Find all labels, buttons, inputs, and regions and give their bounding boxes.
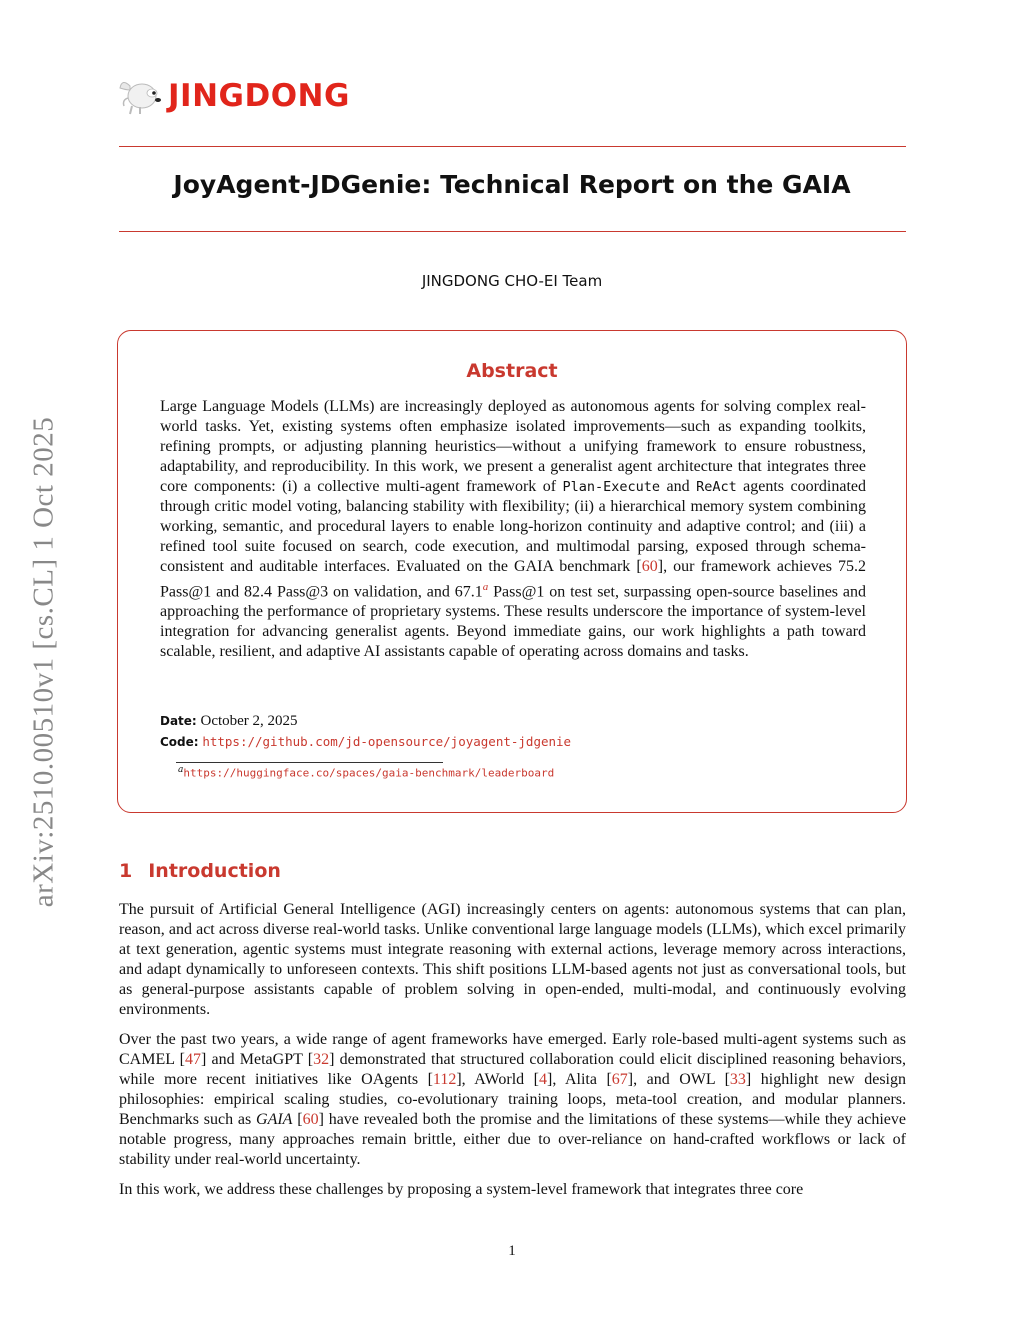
title-top-rule [119, 146, 906, 147]
abstract-heading: Abstract [466, 360, 558, 382]
code-react: ReAct [696, 479, 737, 495]
intro-paragraph-3: In this work, we address these challenges by proposing a system-level framework that integrates three core [119, 1181, 804, 1198]
citation-link[interactable]: 67 [611, 1071, 628, 1088]
page-number: 1 [508, 1243, 516, 1259]
code-plan-execute: Plan-Execute [562, 479, 661, 495]
intro-paragraph-1: The pursuit of Artificial General Intelligence (AGI) increasingly centers on agents: autonomous systems that can plan, reason, and act across diverse real-world tasks. Unlike conventional large language models (LLMs), which excel primarily at text generation, agentic systems must integrate reasoning with external actions, leverage memory across interactions, and adapt dynamically to unforeseen contexts. This shift positions LLM-based agents not just as conversational tools, but as general-purpose assistants capable of problem solving in open-ended, multi-modal, and continuously evolving environments. [119, 901, 906, 1018]
jingdong-logo [118, 76, 350, 116]
citation-link[interactable]: 60 [641, 558, 658, 575]
jd-dog-mascot-icon [118, 76, 164, 116]
paper-title: JoyAgent-JDGenie: Technical Report on the GAIA [173, 170, 851, 199]
code-label: Code: [160, 735, 199, 749]
date-line [160, 713, 298, 730]
citation-link[interactable]: 112 [432, 1071, 457, 1088]
citation-link[interactable]: 32 [313, 1051, 330, 1068]
code-line [160, 734, 571, 751]
citation-link[interactable]: 60 [302, 1111, 319, 1128]
code-repo-link[interactable]: https://github.com/jd-opensource/joyagent-jdgenie [202, 734, 572, 749]
footnote-mark: a [178, 765, 184, 775]
date-value: October 2, 2025 [200, 713, 298, 729]
citation-link[interactable]: 33 [729, 1071, 746, 1088]
footnote-marker[interactable]: a [482, 581, 489, 593]
intro-paragraph-2: Over the past two years, a wide range of agent frameworks have emerged. Early role-based multi-agent systems such as CAMEL [47] and MetaGPT [32] demonstrated that structured collaboration could elicit disciplined reasoning behaviors, while more recent initiatives like OAgents [112], AWorld [4], Alita [67], and OWL [33] highlight new design philosophies: empirical scaling studies, co-evolutionary training loops, meta-tool creation, and modular planners. Benchmarks such as GAIA [60] have revealed both the promise and the limitations of these systems—while they achieve notable progress, many approaches remain brittle, either due to over-reliance on hand-crafted workflows or lack of stability under real-world uncertainty. [119, 1031, 907, 1168]
date-label: Date: [160, 714, 197, 728]
abstract-box [117, 330, 907, 813]
gaia-benchmark-name: GAIA [256, 1111, 293, 1128]
logo-wordmark: JINGDONG [168, 78, 350, 114]
footnote [178, 765, 554, 780]
footnote-rule [176, 762, 443, 763]
section-title: Introduction [148, 860, 281, 882]
citation-link[interactable]: 4 [538, 1071, 547, 1088]
author-line: JINGDONG CHO-EI Team [421, 272, 603, 290]
title-bottom-rule [119, 231, 906, 232]
section-number: 1 [119, 860, 133, 882]
abstract-text: Large Language Models (LLMs) are increasingly deployed as autonomous agents for solving complex real-world tasks. Yet, existing systems often emphasize isolated improvements—such as expanding toolkits, refining prompts, or adjusting planning heuristics—without a unifying framework to ensure robustness, adaptability, and reproducibility. In this work, we present a generalist agent architecture that integrates three core components: (i) a collective multi-agent framework of Plan-Execute and ReAct agents coordinated through critic model voting, balancing stability with flexibility; (ii) a hierarchical memory system combining working, semantic, and procedural layers to enable long-horizon continuity and adaptive control; and (iii) a refined tool suite focused on search, code execution, and multimodal parsing, exposed through schema-consistent and auditable interfaces. Evaluated on the GAIA benchmark [60], our framework achieves 75.2 Pass@1 and 82.4 Pass@3 on validation, and 67.1$^a$ Pass@1 on test set, surpassing open-source baselines and approaching the performance of proprietary systems. These results underscore the importance of system-level integration for advancing generalist agents. Beyond immediate gains, our work highlights a path toward scalable, resilient, and adaptive AI assistants capable of operating across domains and tasks. [160, 398, 867, 661]
section-heading-introduction [119, 860, 281, 882]
citation-link[interactable]: 47 [184, 1051, 201, 1068]
leaderboard-link[interactable]: https://huggingface.co/spaces/gaia-benchmark/leaderboard [183, 766, 555, 780]
arxiv-sidebar-stamp: arXiv:2510.00510v1 [cs.CL] 1 Oct 2025 [27, 416, 60, 908]
